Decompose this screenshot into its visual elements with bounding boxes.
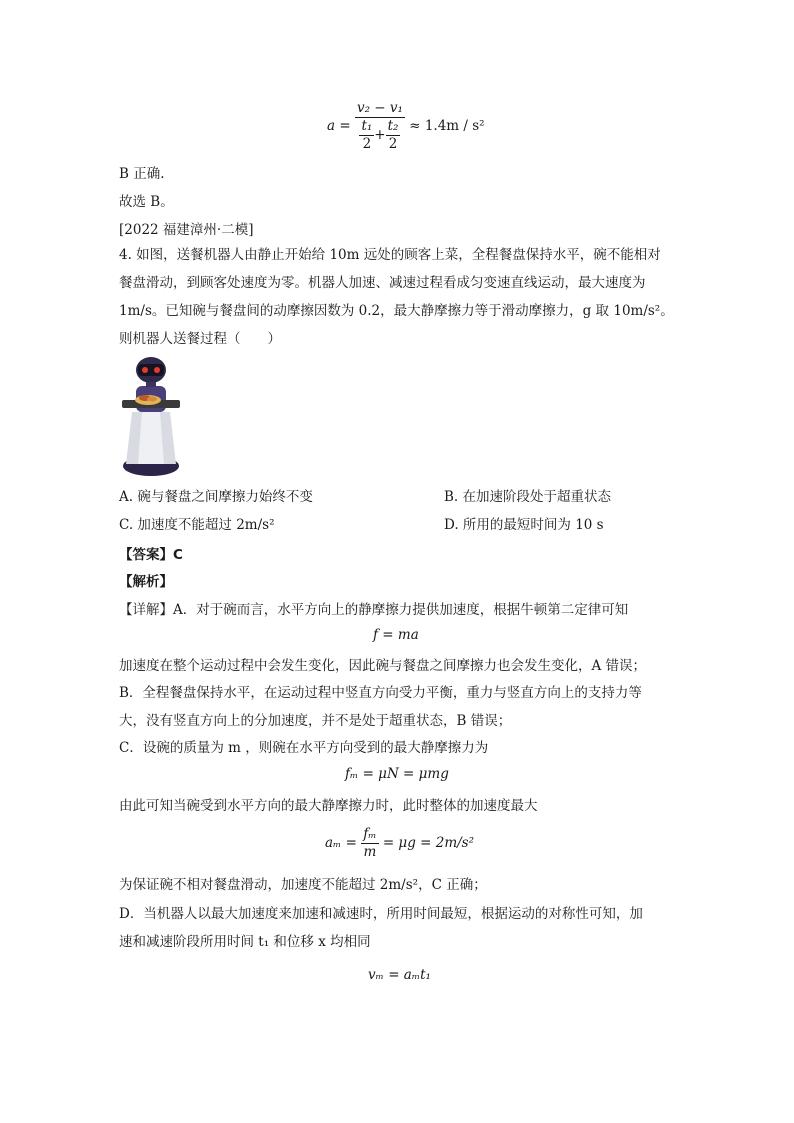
detail-d-line-1: D．当机器人以最大加速度来加速和减速时，所用时间最短，根据运动的对称性可知，加 <box>119 906 643 922</box>
formula-f-ma: f = ma <box>373 627 419 643</box>
formula-fm: fₘ = μN = μmg <box>345 766 449 782</box>
answer-label: 【答案】C <box>119 547 183 563</box>
formula-den-left-denom: 2 <box>362 136 372 152</box>
detail-d-line-2: 速和减速阶段所用时间 t₁ 和位移 x 均相同 <box>119 934 371 950</box>
source-tag: [2022 福建漳州·二模] <box>119 222 254 238</box>
option-b: B. 在加速阶段处于超重状态 <box>444 489 612 505</box>
line-choose-b: 故选 B。 <box>119 194 174 210</box>
formula-am-fraction <box>361 826 378 861</box>
detail-c-line-2: 由此可知当碗受到水平方向的最大静摩擦力时，此时整体的加速度最大 <box>119 798 538 814</box>
option-a: A. 碗与餐盘之间摩擦力始终不变 <box>119 489 313 505</box>
formula-vm: vₘ = aₘt₁ <box>368 967 431 983</box>
question-line-1: 4. 如图，送餐机器人由静止开始给 10m 远处的顾客上菜，全程餐盘保持水平，碗不能相对 <box>119 247 661 263</box>
formula-fraction <box>355 100 405 153</box>
detail-b-line-2: 大，没有竖直方向上的分加速度，并不是处于超重状态，B 错误； <box>119 713 512 729</box>
formula-den-right-frac <box>386 118 401 153</box>
formula-acceleration <box>327 100 485 153</box>
question-line-2: 餐盘滑动，到顾客处速度为零。机器人加速、减速过程看成匀变速直线运动，最大速度为 <box>119 275 646 291</box>
formula-den-left: t₁ <box>361 118 373 134</box>
formula-am-num: fₘ <box>363 826 377 842</box>
analysis-label: 【解析】 <box>119 574 173 590</box>
formula-lhs: a = <box>327 118 351 134</box>
formula-rhs: ≈ 1.4m / s² <box>409 118 485 134</box>
robot-waiter-image <box>118 356 184 476</box>
detail-a-line-2: 加速度在整个运动过程中会发生变化，因此碗与餐盘之间摩擦力也会发生变化，A 错误； <box>119 658 647 674</box>
formula-am <box>325 826 474 861</box>
question-line-3: 1m/s。已知碗与餐盘间的动摩擦因数为 0.2，最大静摩擦力等于滑动摩擦力，g 取 10m/s²。 <box>119 303 674 319</box>
formula-am-rhs: = μg = 2m/s² <box>382 835 475 851</box>
formula-den-right: t₂ <box>387 118 399 134</box>
detail-c-line-1: C．设碗的质量为 m ，则碗在水平方向受到的最大静摩擦力为 <box>119 740 489 756</box>
formula-numerator: v₂ − v₁ <box>356 100 403 116</box>
option-d: D. 所用的最短时间为 10 s <box>444 517 604 533</box>
formula-den-left-frac <box>359 118 374 153</box>
formula-am-den: m <box>363 844 377 860</box>
detail-a-line-1: 【详解】A．对于碗而言，水平方向上的静摩擦力提供加速度，根据牛顿第二定律可知 <box>119 602 629 618</box>
option-c: C. 加速度不能超过 2m/s² <box>119 517 275 533</box>
formula-den-right-denom: 2 <box>388 136 398 152</box>
detail-b-line-1: B．全程餐盘保持水平，在运动过程中竖直方向受力平衡，重力与竖直方向上的支持力等 <box>119 685 642 701</box>
formula-am-lhs: aₘ = <box>325 835 357 851</box>
formula-denominator: $\frac{\text{t₁}}{2}$ + $\frac{\text{t₂}}{2}$ <box>361 118 399 152</box>
line-b-correct: B 正确. <box>119 166 165 182</box>
detail-c-line-3: 为保证碗不相对餐盘滑动，加速度不能超过 2m/s²，C 正确； <box>119 877 487 893</box>
question-line-4: 则机器人送餐过程（ ） <box>119 331 281 347</box>
